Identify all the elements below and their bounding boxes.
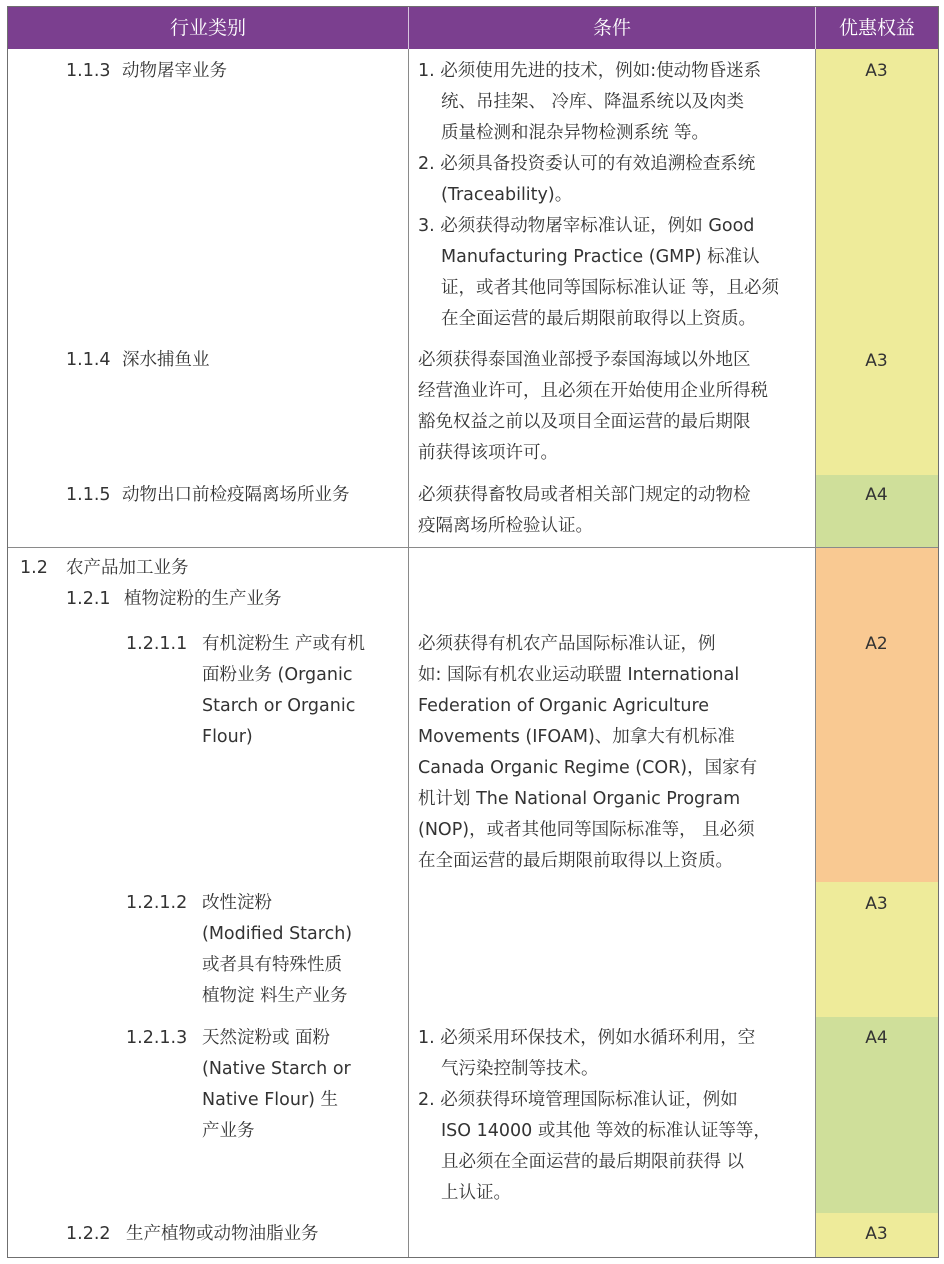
table-header: [8, 7, 938, 49]
row-number: 1.2.1: [66, 589, 111, 609]
section-name: 农产品加工业务: [66, 558, 189, 578]
row-number: 1.2.1.1: [126, 634, 188, 654]
benefit-label: A3: [865, 351, 888, 371]
condition-line: 1. 必须使用先进的技术，例如:使动物昏迷系: [418, 61, 762, 81]
header-condition: 条件: [592, 17, 631, 39]
row-name-line: (Modified Starch): [202, 924, 353, 944]
condition-line: 气污染控制等技术。: [441, 1059, 599, 1079]
condition-line: Manufacturing Practice (GMP) 标准认: [441, 247, 760, 267]
benefit-label: A3: [865, 1224, 888, 1244]
row-name: 动物屠宰业务: [122, 61, 227, 81]
benefit-cell-a3: [815, 882, 938, 1017]
row-name-line: Flour): [202, 727, 253, 747]
row-number: 1.2.1.2: [126, 893, 188, 913]
condition-line: 如: 国际有机农业运动联盟 International: [418, 665, 740, 685]
condition-line: 质量检测和混杂异物检测系统 等。: [441, 123, 710, 143]
header-benefit: 优惠权益: [838, 17, 915, 39]
row-number: 1.1.5: [66, 485, 111, 505]
condition-line: 在全面运营的最后期限前取得以上资质。: [441, 309, 756, 329]
row-name-line: 产业务: [202, 1121, 255, 1141]
condition-line: (NOP)，或者其他同等国际标准等， 且必须: [418, 820, 755, 840]
condition-line: 上认证。: [441, 1183, 511, 1203]
row-name-line: 有机淀粉生 产或有机: [202, 634, 366, 654]
row-name-line: Native Flour) 生: [202, 1090, 339, 1110]
condition-line: 经营渔业许可，且必须在开始使用企业所得税: [418, 381, 768, 401]
row-number: 1.1.3: [66, 61, 111, 81]
condition-line: 必须获得畜牧局或者相关部门规定的动物检: [418, 485, 751, 505]
row-name-line: 植物淀 料生产业务: [202, 986, 348, 1006]
row-name-line: (Native Starch or: [202, 1059, 351, 1079]
benefit-cell-a3: [815, 49, 938, 475]
section-divider: [8, 547, 938, 548]
condition-line: 疫隔离场所检验认证。: [418, 516, 593, 536]
condition-line: (Traceability)。: [441, 185, 573, 205]
benefit-label: A2: [865, 634, 888, 654]
benefit-cell-a2: [815, 548, 938, 882]
condition-line: 必须获得有机农产品国际标准认证，例: [418, 634, 716, 654]
condition-line: 1. 必须采用环保技术，例如水循环利用，空: [418, 1028, 756, 1048]
row-name: 植物淀粉的生产业务: [124, 589, 282, 609]
row-name-line: 天然淀粉或 面粉: [202, 1028, 331, 1048]
row-name-line: 或者具有特殊性质: [202, 955, 342, 975]
condition-line: 豁免权益之前以及项目全面运营的最后期限: [418, 412, 751, 432]
benefit-cell-a4: [815, 1017, 938, 1213]
condition-line: Canada Organic Regime (COR)，国家有: [418, 758, 758, 778]
row-number: 1.2.2: [66, 1224, 111, 1244]
condition-line: 2. 必须获得环境管理国际标准认证，例如: [418, 1090, 738, 1110]
benefit-cell-a4: [815, 475, 938, 547]
policy-table: [7, 6, 939, 1258]
benefit-label: A3: [865, 894, 888, 914]
section-number: 1.2: [20, 558, 48, 578]
condition-line: Movements (IFOAM)、加拿大有机标准: [418, 727, 735, 747]
condition-line: 且必须在全面运营的最后期限前获得 以: [441, 1152, 745, 1172]
condition-line: 机计划 The National Organic Program: [418, 789, 741, 809]
benefit-label: A4: [865, 485, 888, 505]
row-name-line: 改性淀粉: [202, 893, 272, 913]
row-number: 1.2.1.3: [126, 1028, 188, 1048]
row-name: 动物出口前检疫隔离场所业务: [122, 485, 350, 505]
condition-line: 证，或者其他同等国际标准认证 等，且必须: [441, 278, 780, 298]
benefit-cell-a3: [815, 1213, 938, 1258]
benefit-label: A4: [865, 1028, 888, 1048]
column-divider: [815, 49, 816, 1258]
condition-line: 统、吊挂架、 冷库、降温系统以及肉类: [441, 92, 745, 112]
condition-line: ISO 14000 或其他 等效的标准认证等等，: [441, 1121, 771, 1141]
condition-line: 前获得该项许可。: [418, 443, 558, 463]
benefit-label: A3: [865, 61, 888, 81]
row-name: 深水捕鱼业: [122, 350, 210, 370]
row-number: 1.1.4: [66, 350, 111, 370]
condition-line: 在全面运营的最后期限前取得以上资质。: [418, 851, 733, 871]
row-name-line: 面粉业务 (Organic: [202, 665, 353, 685]
condition-line: 3. 必须获得动物屠宰标准认证，例如 Good: [418, 216, 755, 236]
condition-line: Federation of Organic Agriculture: [418, 696, 710, 716]
row-name-line: Starch or Organic: [202, 696, 356, 716]
condition-line: 必须获得泰国渔业部授予泰国海域以外地区: [418, 350, 751, 370]
condition-line: 2. 必须具备投资委认可的有效追溯检查系统: [418, 154, 756, 174]
header-category: 行业类别: [169, 17, 246, 39]
column-divider: [408, 49, 409, 1258]
row-name: 生产植物或动物油脂业务: [126, 1224, 319, 1244]
